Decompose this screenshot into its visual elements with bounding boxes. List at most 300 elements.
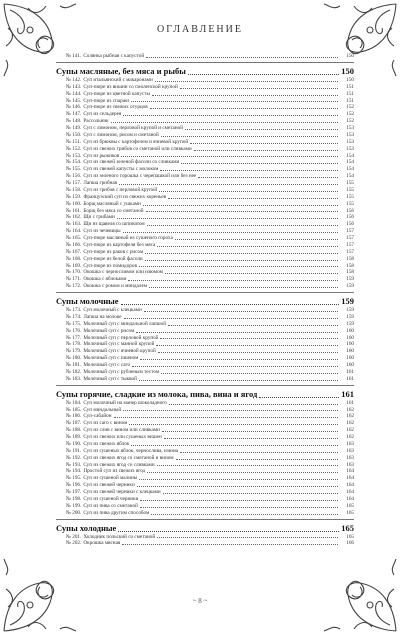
recipe-page: 151 [346,83,354,90]
recipe-number: № 202. [66,540,82,547]
dot-leader [198,177,338,178]
dot-leader [131,445,338,446]
section-title: Супы масляные, без мяса и рыбы [56,65,186,76]
recipe-page: 163 [346,447,354,454]
recipe-page: 165 [346,509,354,516]
recipe-page: 162 [346,427,354,434]
recipe-page: 153 [346,131,354,138]
recipe-title: Окошка с черносливом или изюмом [83,269,163,276]
toc-entry[interactable] [56,540,354,547]
recipe-title: Молочный суп с перловой крупой [83,334,159,341]
dot-leader [144,311,338,312]
dot-leader [149,287,338,288]
recipe-page: 158 [346,269,354,276]
recipe-page: 163 [346,461,354,468]
recipe-title: Холодник польский со сметаной [83,533,156,540]
dot-leader [118,531,339,532]
recipe-title: Молочный суп с саго [83,362,131,368]
dot-leader [114,417,338,418]
toc-entry[interactable] [56,91,354,98]
recipe-number: № 181. [66,362,82,368]
recipe-page: 159 [346,313,354,320]
recipe-number: № 141. [66,53,82,59]
recipe-page: 150 [346,53,354,59]
dot-leader [160,338,338,339]
recipe-title: Суп молочный с клецками [83,307,142,313]
recipe-page: 154 [346,173,354,180]
section-page: 159 [341,296,354,306]
dot-leader [121,156,338,157]
recipe-title: Щи из щавеля со шпинатом [83,221,145,228]
recipe-number: № 154. [66,159,82,166]
dot-leader [176,459,339,460]
recipe-title: Суп из свежих яблок [83,440,130,447]
dot-leader [117,218,338,219]
toc-entry[interactable] [56,496,354,503]
recipe-title: Французский суп из свежих кореньев [83,193,167,200]
recipe-page: 160 [346,334,354,341]
recipe-title: Суп миндальный [83,406,122,413]
toc-entry[interactable] [56,482,354,489]
toc-entry[interactable] [56,98,354,105]
recipe-number: № 157. [66,180,82,186]
dot-leader [136,332,338,333]
recipe-page: 151 [346,90,354,97]
toc-entry[interactable] [56,194,354,201]
dot-leader [146,57,338,58]
section-title: Супы холодные [56,522,117,533]
recipe-title: Окрошка мясная [83,540,121,547]
toc-entry[interactable] [56,221,354,228]
recipe-page: 165 [346,533,354,540]
dot-leader [157,465,338,466]
recipe-number: № 174. [66,313,82,320]
recipe-page: 164 [346,475,354,482]
dot-leader [140,500,338,501]
recipe-title: Борщ без мяса со сметаной [83,207,144,214]
recipe-page: 159 [346,320,354,327]
recipe-page: 155 [346,180,354,186]
toc-entry[interactable] [56,146,354,153]
toc-entry[interactable] [56,235,354,242]
recipe-number: № 175. [66,320,82,327]
toc-entry[interactable] [56,376,354,383]
recipe-title: Суп из свежих ягод со сметаной и вином [83,454,174,461]
recipe-number: № 161. [66,207,82,214]
recipe-title: Суп-пюре из свежих огурцов [83,104,148,111]
toc-entry[interactable] [56,534,354,541]
toc-entry[interactable] [56,249,354,256]
recipe-title: Суп из сельдерея [83,111,122,118]
dot-leader [129,424,338,425]
recipe-title: Суп из сушеной черники [83,495,139,502]
recipe-number: № 168. [66,255,82,262]
recipe-title: Суп из свежей черники [83,482,135,489]
dot-leader [147,225,338,226]
dot-leader [139,266,338,267]
toc-entry[interactable] [56,269,354,276]
recipe-title: Молочный суп с рубленым тестом [83,368,160,375]
dot-leader [139,380,338,381]
recipe-page: 156 [346,221,354,228]
recipe-page: 160 [346,327,354,334]
recipe-page: 153 [346,138,354,145]
recipe-title: Окошка с ромом и миндалем [83,283,148,290]
recipe-number: № 178. [66,341,82,348]
toc-entry[interactable] [56,228,354,235]
toc-entry[interactable] [56,314,354,321]
toc-entry[interactable] [56,468,354,475]
recipe-number: № 150. [66,131,82,138]
recipe-number: № 151. [66,138,82,145]
section-title: Супы молочные [56,296,119,306]
corner-ornament-bottom-left [0,549,86,635]
recipe-number: № 198. [66,495,82,502]
recipe-title: Суп итальянский с макаронами [83,76,153,83]
recipe-number: № 200. [66,509,82,516]
recipe-title: Суп из свежей зеленой фасоли со сливками [83,159,180,166]
recipe-number: № 160. [66,200,82,207]
recipe-title: Суп из брюквы с картофелем и ячневой крупой [83,138,189,145]
toc-entry[interactable] [56,400,354,407]
recipe-page: 159 [346,283,354,290]
recipe-title: Суп из саго с вином [83,420,128,427]
recipe-page: 164 [346,482,354,489]
toc-entry[interactable] [56,53,354,60]
toc-entry[interactable] [56,321,354,328]
recipe-number: № 177. [66,334,82,341]
recipe-title: Молочный суп с пшеном [83,355,139,362]
dot-leader [155,81,338,82]
section-divider [56,519,354,520]
toc-section-heading[interactable] [56,65,354,77]
dot-leader [123,410,338,411]
toc-entry[interactable] [56,180,354,187]
dot-leader [124,318,338,319]
toc-entry[interactable] [56,413,354,420]
recipe-title: Суп из рыжиков [83,152,120,159]
recipe-page: 161 [346,368,354,375]
recipe-page: 160 [346,355,354,362]
recipe-number: № 182. [66,368,82,375]
recipe-title: Суп с лимоном, перловой крупой и сметаной [83,125,184,131]
toc-entry[interactable] [56,118,354,125]
recipe-number: № 199. [66,502,82,509]
recipe-number: № 173. [66,307,82,313]
recipe-page: 156 [346,214,354,221]
recipe-number: № 142. [66,76,82,83]
recipe-number: № 176. [66,327,82,334]
recipe-page: 155 [346,193,354,200]
dot-leader [194,150,338,151]
recipe-page: 159 [346,307,354,313]
dot-leader [137,486,338,487]
recipe-page: 164 [346,489,354,495]
recipe-page: 162 [346,420,354,427]
toc-entry[interactable] [56,104,354,111]
toc-section-heading[interactable] [56,522,354,534]
recipe-page: 160 [346,348,354,355]
toc-entry[interactable] [56,475,354,482]
toc-entry[interactable] [56,187,354,194]
dot-leader [164,438,338,439]
recipe-page: 162 [346,434,354,440]
dot-leader [259,397,339,398]
toc-entry[interactable] [56,84,354,91]
recipe-number: № 186. [66,413,82,420]
recipe-number: № 171. [66,276,82,283]
recipe-page: 163 [346,440,354,447]
recipe-title: Суп из свежих грибов со сметаной или сливками [83,145,192,152]
recipe-title: Суп молочный на манер шоколадного [83,399,167,406]
recipe-title: Суп из слив с вином или сливками [83,427,160,434]
recipe-number: № 187. [66,420,82,427]
dot-leader [140,359,338,360]
recipe-title: Рассольник [83,118,109,125]
toc-entry[interactable] [56,159,354,166]
recipe-page: 152 [346,111,354,118]
recipe-number: № 165. [66,235,82,241]
toc-entry[interactable] [56,462,354,469]
dot-leader [168,325,338,326]
toc-entry[interactable] [56,263,354,270]
recipe-page: 157 [346,248,354,255]
recipe-number: № 156. [66,173,82,180]
dot-leader [165,273,338,274]
recipe-title: Молочный суп с рисом [83,327,135,334]
recipe-number: № 189. [66,434,82,440]
recipe-title: Суп из сушеных яблок, чернослива, изюма [83,447,179,454]
recipe-title: Лапша на молоке [83,313,122,320]
recipe-number: № 152. [66,145,82,152]
dot-leader [161,373,338,374]
dot-leader [131,101,338,102]
recipe-number: № 180. [66,355,82,362]
recipe-number: № 190. [66,440,82,447]
toc-entry[interactable] [56,434,354,441]
toc-entry[interactable] [56,328,354,335]
recipe-title: Суп-пюре масляный из сушеного гороха [83,235,173,241]
dot-leader [160,170,338,171]
dot-leader [139,479,338,480]
section-page: 165 [341,522,354,533]
toc-entry[interactable] [56,455,354,462]
section-page: 150 [341,65,354,76]
toc-entry[interactable] [56,503,354,510]
recipe-title: Молочный суп с миндальной лапшой [83,320,167,327]
dot-leader [163,493,338,494]
section-divider [56,292,354,293]
dot-leader [119,184,338,185]
recipe-page: 153 [346,125,354,131]
recipe-title: Суп-пюре из белой фасоли [83,255,143,262]
recipe-title: Молочный суп с тыквой [83,375,137,382]
recipe-page: 156 [346,207,354,214]
recipe-title: Солянка рыбная с капустой [83,53,145,59]
recipe-page: 157 [346,228,354,235]
recipe-page: 154 [346,166,354,173]
recipe-title: Суп из зеленого горошка с черепашкой или без нее [83,173,197,180]
dot-leader [159,191,338,192]
recipe-title: Простой суп из свежих ягод [83,468,146,475]
dot-leader [161,136,338,137]
toc-entry[interactable] [56,448,354,455]
recipe-page: 160 [346,341,354,348]
dot-leader [123,115,338,116]
toc-entry[interactable] [56,355,354,362]
toc-entry[interactable] [56,125,354,132]
dot-leader [132,366,338,367]
dot-leader [128,280,338,281]
recipe-number: № 147. [66,111,82,118]
toc-entry[interactable] [56,111,354,118]
recipe-number: № 148. [66,118,82,125]
recipe-number: № 167. [66,248,82,255]
recipe-number: № 193. [66,461,82,468]
dot-leader [140,507,338,508]
dot-leader [162,431,338,432]
recipe-number: № 172. [66,283,82,290]
section-divider [56,62,354,63]
toc-entry[interactable] [56,242,354,249]
toc-entry[interactable] [56,153,354,160]
recipe-page: 162 [346,406,354,413]
dot-leader [188,74,339,75]
dot-leader [122,544,338,545]
recipe-number: № 162. [66,214,82,221]
recipe-title: Суп-пюре из вишни со смоленской крупой [83,83,178,90]
recipe-page: 159 [346,276,354,283]
toc-entry[interactable] [56,369,354,376]
recipe-page: 164 [346,495,354,502]
toc-entry[interactable] [56,208,354,215]
recipe-title: Суп-пюре из цветной капусты [83,90,151,97]
toc-entry[interactable] [56,256,354,263]
recipe-title: Молочный суп с ячневой крупой [83,348,156,355]
dot-leader [121,304,340,305]
recipe-title: Суп из свежих или сушеных вишен [83,434,162,440]
recipe-number: № 185. [66,406,82,413]
recipe-number: № 192. [66,454,82,461]
toc-entry[interactable] [56,307,354,314]
recipe-title: Суп-пюре из картофеля без мяса [83,241,156,248]
toc-entry[interactable] [56,441,354,448]
recipe-page: 162 [346,413,354,420]
toc-entry[interactable] [56,214,354,221]
recipe-number: № 194. [66,468,82,475]
recipe-number: № 170. [66,269,82,276]
recipe-title: Борщ масляный с ушками [83,200,141,207]
recipe-title: Суп из свежей черники с клецками [83,489,161,495]
recipe-number: № 146. [66,104,82,111]
recipe-page: 158 [346,255,354,262]
recipe-page: 165 [346,502,354,509]
toc-entry[interactable] [56,283,354,290]
toc-entry[interactable] [56,139,354,146]
recipe-title: Суп с лимоном, рисом и сметаной [83,131,159,138]
page-title: ОГЛАВЛЕНИЕ [157,24,243,35]
recipe-title: Суп из сушеной малины [83,475,138,482]
dot-leader [145,260,338,261]
dot-leader [150,108,338,109]
recipe-number: № 191. [66,447,82,454]
toc-entry[interactable] [56,335,354,342]
recipe-page: 157 [346,241,354,248]
table-of-contents [56,53,354,547]
toc-section-heading[interactable] [56,388,354,400]
toc-entry[interactable] [56,276,354,283]
recipe-page: 153 [346,145,354,152]
recipe-page: 154 [346,159,354,166]
recipe-number: № 163. [66,221,82,228]
recipe-page: 151 [346,97,354,104]
page-number: ~ 8 ~ [192,597,208,605]
dot-leader [151,514,338,515]
toc-entry[interactable] [56,341,354,348]
recipe-page: 163 [346,454,354,461]
toc-entry[interactable] [56,348,354,355]
recipe-number: № 158. [66,186,82,193]
corner-ornament-bottom-right [314,549,400,635]
recipe-number: № 143. [66,83,82,90]
recipe-title: Окошка с яблоками [83,276,127,283]
recipe-title: Суп из свежей капусты с молоком [83,166,159,173]
recipe-page: 155 [346,200,354,207]
toc-entry[interactable] [56,201,354,208]
recipe-title: Суп-сабайон [83,413,112,420]
recipe-title: Лапша грибная [83,180,118,186]
toc-entry[interactable] [56,420,354,427]
recipe-page: 155 [346,186,354,193]
recipe-number: № 195. [66,475,82,482]
recipe-title: Молочный суп с манной крупой [83,341,155,348]
dot-leader [185,129,338,130]
recipe-number: № 159. [66,193,82,200]
dot-leader [158,352,338,353]
recipe-page: 160 [346,362,354,368]
recipe-page: 161 [346,399,354,406]
dot-leader [156,345,338,346]
recipe-page: 157 [346,235,354,241]
toc-entry[interactable] [56,489,354,496]
recipe-number: № 155. [66,166,82,173]
recipe-page: 152 [346,118,354,125]
dot-leader [180,452,338,453]
recipe-number: № 184. [66,399,82,406]
toc-entry[interactable] [56,132,354,139]
recipe-page: 164 [346,468,354,475]
section-divider [56,385,354,386]
toc-entry[interactable] [56,362,354,369]
recipe-number: № 183. [66,375,82,382]
recipe-page: 154 [346,152,354,159]
recipe-title: Суп из пива другим способом [83,509,150,516]
toc-entry[interactable] [56,173,354,180]
dot-leader [180,88,338,89]
toc-entry[interactable] [56,510,354,517]
recipe-page: 166 [346,540,354,547]
toc-entry[interactable] [56,427,354,434]
toc-entry[interactable] [56,407,354,414]
toc-entry[interactable] [56,77,354,84]
dot-leader [181,163,338,164]
recipe-title: Суп-пюре из раков с рисом [83,248,144,255]
toc-entry[interactable] [56,166,354,173]
recipe-page: 161 [346,375,354,382]
recipe-title: Суп-пюре из спаржи [83,97,130,104]
dot-leader [111,122,338,123]
toc-section-heading[interactable] [56,295,354,307]
